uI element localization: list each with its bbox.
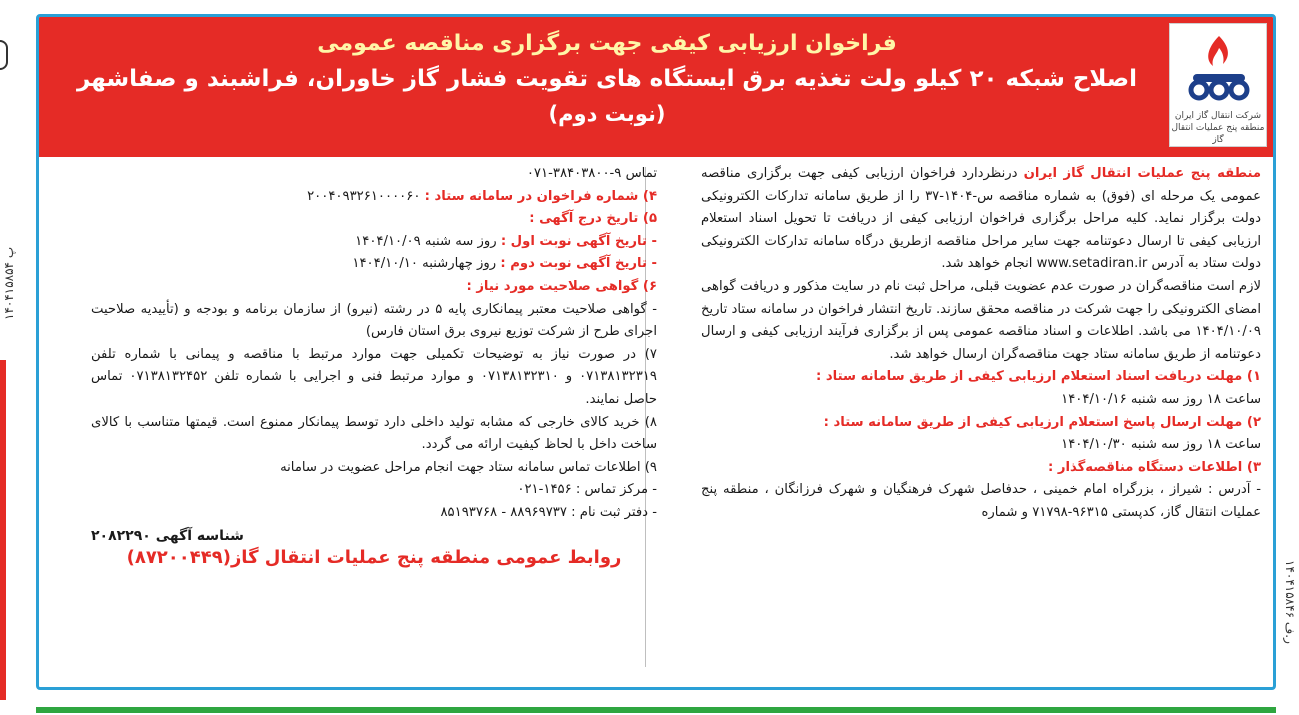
section-3-value: - آدرس : شیراز ، بزرگراه امام خمینی ، حدفاصل شهرک فرهنگیان و شهرک فرزانگان ، منطقه پنج عملیات انتقال گاز، کدپستی ۹۶۳۱۵-۷۱۷۹۸ و شماره: [701, 482, 1261, 520]
left-edge-mark: [0, 40, 8, 70]
section-9: ۹) اطلاعات تماس سامانه ستاد جهت انجام مراحل عضویت در سامانه: [280, 459, 657, 475]
left-column: [91, 163, 657, 570]
header-banner: [39, 17, 1273, 157]
contact-phone: تماس ۹-۳۸۴۰۳۸۰۰-۰۷۱: [526, 166, 657, 181]
left-edge-strip: [0, 360, 6, 700]
header-line-3: (نوبت دوم): [548, 102, 666, 126]
section-4-value: ۲۰۰۴۰۹۳۲۶۱۰۰۰۰۶۰: [307, 188, 425, 204]
header-line-1: فراخوان ارزیابی کیفی جهت برگزاری مناقصه عمومی: [317, 31, 897, 56]
section-5-first: [91, 231, 657, 254]
organization-name: منطقه پنج عملیات انتقال گاز ایران: [1023, 166, 1262, 181]
section-3-title: ۳) اطلاعات دستگاه مناقصه‌گذار :: [1048, 459, 1261, 475]
section-9-call-center: - مرکز تماس : ۱۴۵۶-۰۲۱: [517, 482, 657, 498]
section-4: [91, 186, 657, 209]
logo-caption: شرکت انتقال گاز ایران منطقه پنج عملیات انتقال گاز: [1171, 111, 1265, 145]
first-ad-label: - تاریخ آگهی نوبت اول :: [500, 233, 657, 249]
bottom-bar: [36, 707, 1276, 713]
section-4-title: ۴) شماره فراخوان در سامانه ستاد :: [424, 188, 657, 204]
side-code-right: ۱۴۰۴۱۵۸۴۶ ر.ف: [1283, 560, 1297, 644]
advertisement-frame: [36, 14, 1276, 690]
section-9-office: - دفتر ثبت نام : ۸۸۹۶۹۷۳۷ - ۸۵۱۹۳۷۶۸: [440, 504, 657, 520]
public-relations-signature: روابط عمومی منطقه پنج عملیات انتقال گاز(۸۷۲۰۰۴۴۹): [126, 547, 622, 569]
header-title: [59, 27, 1155, 131]
section-7: ۷) در صورت نیاز به توضیحات تکمیلی جهت موارد مرتبط با مناقصه و پیمانی با شماره تلفن ۰۷۱۳۸۱۳۲۳۱۹ و ۰۷۱۳۸۱۳۲۳۱۰ و موارد مرتبط فنی و اجرایی با شماره تلفن ۰۷۱۳۸۱۳۲۴۵۲ تماس حاصل نمایند.: [91, 346, 657, 407]
header-line-2: اصلاح شبکه ۲۰ کیلو ولت تغذیه برق ایستگاه های تقویت فشار گاز خاوران، فراشبند و صفاشهر: [76, 66, 1138, 92]
section-1-title: ۱) مهلت دریافت اسناد استعلام ارزیابی کیفی از طریق سامانه ستاد :: [816, 369, 1261, 385]
right-column: [701, 163, 1261, 525]
intro-text: درنظردارد فراخوان ارزیابی کیفی جهت برگزاری مناقصه عمومی یک مرحله ای (فوق) به شماره مناقصه س-۱۴۰۴-۳۷ را از طریق سامانه تدارکات الکترونیکی دولت برگزار نماید. کلیه مراحل برگزاری فراخوان ارزیابی کیفی از دریافت تا تحویل اسناد استعلام ارزیابی کیفی تا ارسال دعوتنامه جهت سایر مراحل مناقصه ازطریق درگاه سامانه تدارکات الکترونیکی دولت ستاد به آدرس www.setadiran.ir انجام خواهد شد.: [701, 166, 1261, 272]
ad-identifier: شناسه آگهی ۲۰۸۲۲۹۰: [91, 527, 244, 544]
intro-paragraph: [701, 163, 1261, 276]
registration-paragraph: لازم است مناقصه‌گران در صورت عدم عضویت قبلی، مراحل ثبت نام در سایت مذکور و دریافت گواهی امضای الکترونیکی را جهت شرکت در مناقصه محقق سازند. تاریخ انتشار فراخوان در سامانه ستاد تاریخ ۱۴۰۴/۱۰/۰۹ می باشد. اطلاعات و اسناد مناقصه عمومی پس از برگزاری فرآیند ارزیابی کیفی و ارسال دعوتنامه از طریق سامانه ستاد جهت مناقصه‌گران ارسال خواهد شد.: [701, 278, 1261, 362]
section-8: ۸) خرید کالای خارجی که مشابه تولید داخلی دارد توسط پیمانکار ممنوع است. قیمتها متناسب با کالای ساخت داخل با لحاظ کیفیت ارائه می گردد.: [91, 414, 657, 453]
side-code-left: ۱۴۰۴۱۵۸۵۴ پ: [2, 246, 16, 320]
section-2-title: ۲) مهلت ارسال پاسخ استعلام ارزیابی کیفی از طریق سامانه ستاد :: [823, 414, 1261, 430]
second-ad-label: - تاریخ آگهی نوبت دوم :: [500, 256, 657, 272]
company-logo: [1169, 23, 1267, 147]
section-1-value: ساعت ۱۸ روز سه شنبه ۱۴۰۴/۱۰/۱۶: [1061, 391, 1261, 407]
section-2-value: ساعت ۱۸ روز سه شنبه ۱۴۰۴/۱۰/۳۰: [1061, 437, 1261, 453]
section-5-second: [91, 253, 657, 276]
first-ad-value: روز سه شنبه ۱۴۰۴/۱۰/۰۹: [355, 233, 501, 249]
section-5-title: ۵) تاریخ درج آگهی :: [529, 211, 657, 227]
section-6-value: - گواهی صلاحیت معتبر پیمانکاری پایه ۵ در رشته (نیرو) از سازمان برنامه و بودجه و (تأییدیه صلاحیت اجرای طرح از شرکت توزیع نیروی برق استان فارس): [91, 301, 657, 340]
second-ad-value: روز چهارشنبه ۱۴۰۴/۱۰/۱۰: [352, 256, 501, 272]
section-6-title: ۶) گواهی صلاحیت مورد نیاز :: [466, 278, 657, 294]
gas-flame-logo-icon: [1179, 30, 1259, 110]
